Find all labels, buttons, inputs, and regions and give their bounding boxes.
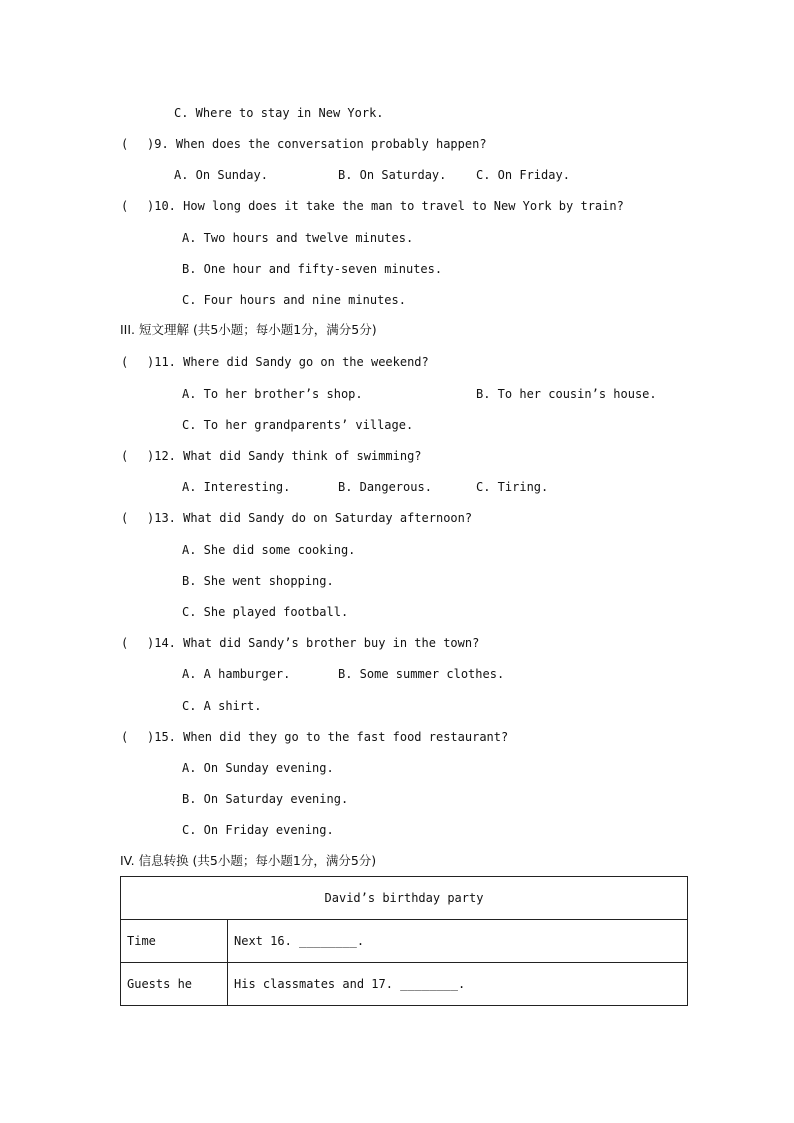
option-q14-b: B. Some summer clothes. (338, 667, 505, 681)
option-q9-c: C. On Friday. (476, 168, 570, 182)
answer-bracket-q11[interactable]: ( (121, 355, 129, 369)
option-q9-a: A. On Sunday. (174, 168, 268, 182)
option-q15-a: A. On Sunday evening. (182, 761, 334, 775)
option-q11-c: C. To her grandparents’ village. (182, 418, 414, 432)
option-q14-c: C. A shirt. (182, 699, 262, 713)
option-q11-b: B. To her cousin’s house. (476, 387, 657, 401)
option-q12-c: C. Tiring. (476, 480, 549, 494)
info-table (120, 876, 688, 1006)
section-3-heading: III. 短文理解 (共5小题；每小题1分，满分5分) (120, 322, 377, 337)
option-q12-a: A. Interesting. (182, 480, 291, 494)
row-value-time[interactable]: Next 16. ________. (228, 920, 688, 963)
question-14: )14. What did Sandy’s brother buy in the town? (147, 636, 480, 650)
answer-bracket-q10[interactable]: ( (121, 199, 129, 213)
option-q15-c: C. On Friday evening. (182, 823, 334, 837)
option-q11-a: A. To her brother’s shop. (182, 387, 363, 401)
table-row (121, 920, 688, 963)
answer-bracket-q14[interactable]: ( (121, 636, 129, 650)
question-9: )9. When does the conversation probably happen? (147, 137, 487, 151)
option-q14-a: A. A hamburger. (182, 667, 291, 681)
option-q10-c: C. Four hours and nine minutes. (182, 293, 406, 307)
table-row (121, 963, 688, 1006)
option-q10-a: A. Two hours and twelve minutes. (182, 231, 414, 245)
question-13: )13. What did Sandy do on Saturday afternoon? (147, 511, 473, 525)
option-q8-c: C. Where to stay in New York. (174, 106, 384, 120)
option-q13-a: A. She did some cooking. (182, 543, 356, 557)
row-value-guests[interactable]: His classmates and 17. ________. (228, 963, 688, 1006)
option-q9-b: B. On Saturday. (338, 168, 447, 182)
table-title: David’s birthday party (121, 877, 688, 920)
section-4-heading: IV. 信息转换 (共5小题；每小题1分，满分5分) (120, 853, 377, 868)
answer-bracket-q12[interactable]: ( (121, 449, 129, 463)
option-q15-b: B. On Saturday evening. (182, 792, 349, 806)
row-label-time: Time (121, 920, 228, 963)
answer-bracket-q9[interactable]: ( (121, 137, 129, 151)
question-15: )15. When did they go to the fast food restaurant? (147, 730, 509, 744)
row-label-guests: Guests he (121, 963, 228, 1006)
question-10: )10. How long does it take the man to travel to New York by train? (147, 199, 624, 213)
question-12: )12. What did Sandy think of swimming? (147, 449, 422, 463)
option-q12-b: B. Dangerous. (338, 480, 432, 494)
table-title-row (121, 877, 688, 920)
answer-bracket-q13[interactable]: ( (121, 511, 129, 525)
option-q13-c: C. She played football. (182, 605, 349, 619)
question-11: )11. Where did Sandy go on the weekend? (147, 355, 429, 369)
answer-bracket-q15[interactable]: ( (121, 730, 129, 744)
option-q10-b: B. One hour and fifty-seven minutes. (182, 262, 443, 276)
option-q13-b: B. She went shopping. (182, 574, 334, 588)
